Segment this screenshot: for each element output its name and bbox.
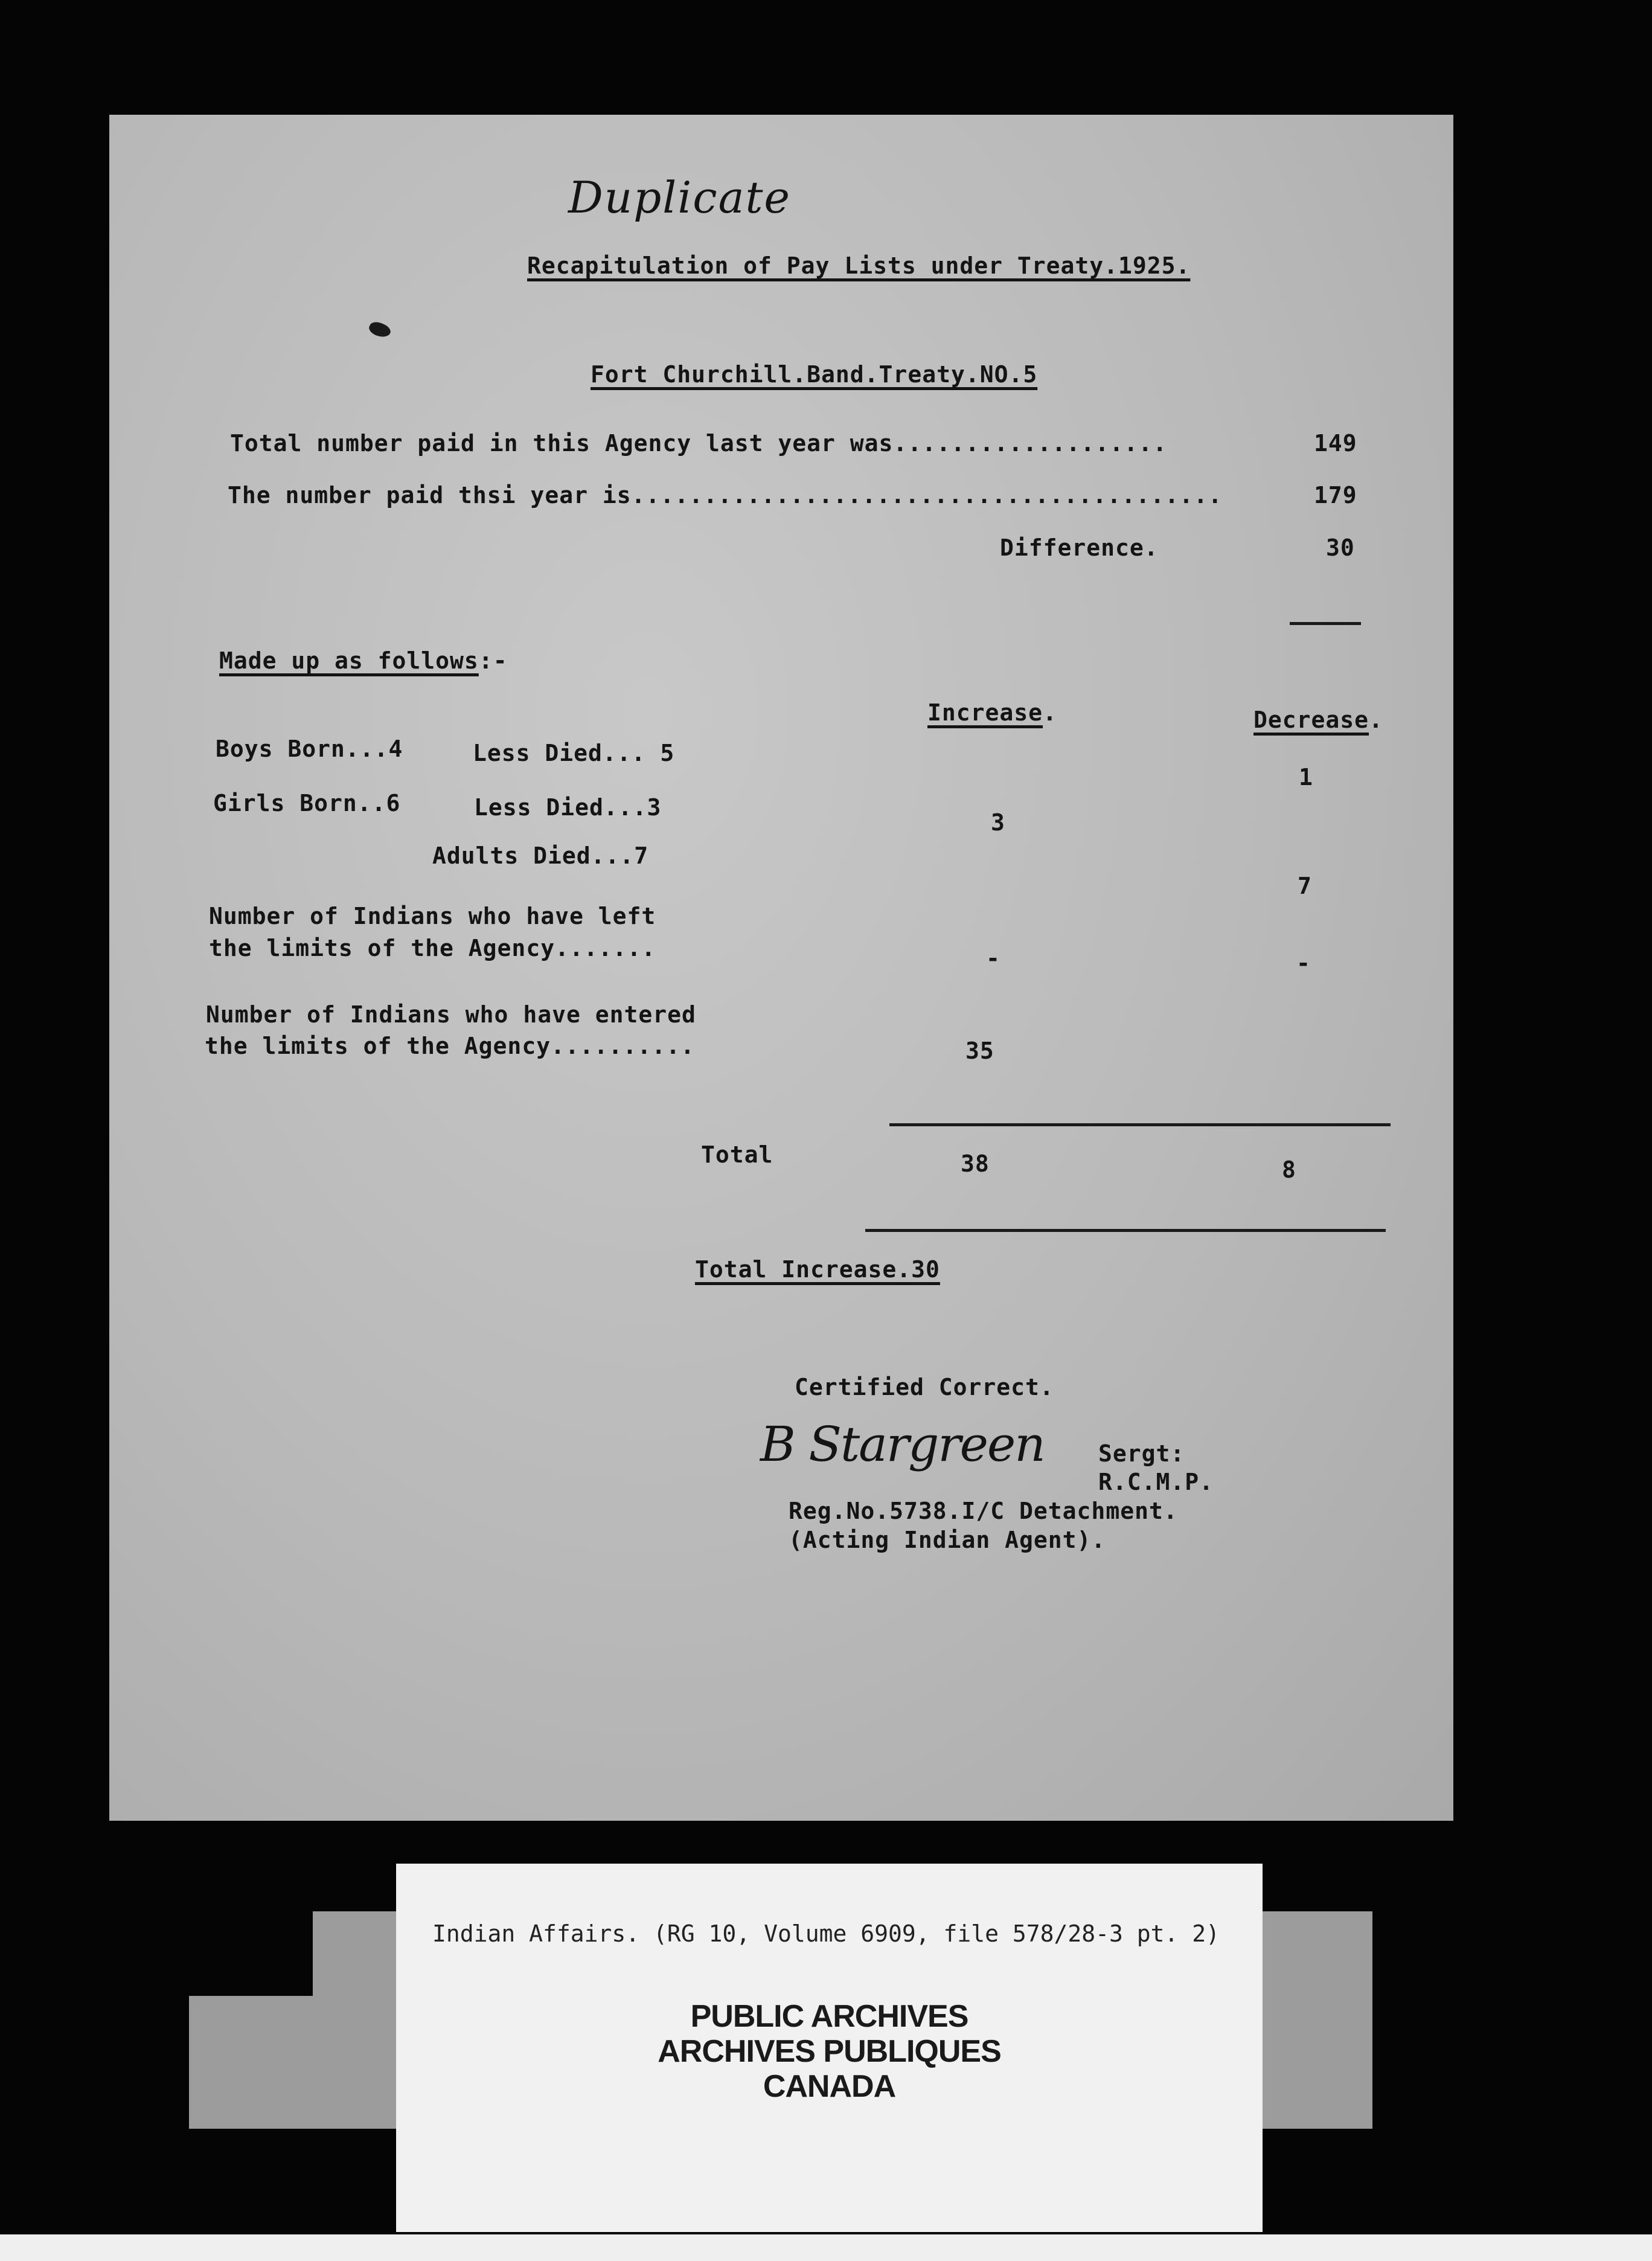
difference-label: Difference. — [1000, 534, 1159, 561]
left-limits-label-line1: Number of Indians who have left — [209, 903, 656, 929]
archive-stamp — [396, 1999, 1263, 2104]
total-increase-value: 38 — [961, 1150, 990, 1177]
entered-limits-label-line1: Number of Indians who have entered — [206, 1001, 696, 1028]
document-page — [109, 115, 1453, 1821]
force-label: R.C.M.P. — [1098, 1469, 1214, 1495]
difference-underline — [1290, 622, 1361, 625]
total-label: Total — [701, 1141, 773, 1168]
boys-died-label: Less Died... 5 — [473, 740, 675, 766]
total-increase-line: Total Increase.30 — [695, 1256, 940, 1283]
this-year-label: The number paid thsi year is......................................... — [228, 482, 1223, 508]
increase-column-header: Increase. — [927, 699, 1057, 726]
this-year-value: 179 — [1314, 482, 1357, 508]
difference-value: 30 — [1326, 534, 1355, 561]
made-up-heading: Made up as follows:- — [219, 647, 508, 674]
ink-blot-icon — [367, 319, 392, 340]
left-limits-label-line2: the limits of the Agency....... — [209, 935, 656, 961]
rank-label: Sergt: — [1098, 1440, 1185, 1467]
certified-correct: Certified Correct. — [795, 1374, 1054, 1400]
band-heading: Fort Churchill.Band.Treaty.NO.5 — [591, 361, 1038, 388]
acting-agent-line: (Acting Indian Agent). — [789, 1527, 1106, 1553]
last-year-value: 149 — [1314, 430, 1357, 457]
handwritten-duplicate-mark: Duplicate — [568, 172, 792, 223]
registration-line: Reg.No.5738.I/C Detachment. — [789, 1498, 1178, 1524]
bottom-margin-strip — [0, 2234, 1652, 2261]
left-decrease-value: - — [1296, 950, 1311, 977]
left-increase-value: - — [986, 945, 1000, 972]
girls-born-label: Girls Born..6 — [213, 790, 401, 816]
adults-died-label: Adults Died...7 — [432, 842, 649, 869]
label-corner-shadow — [189, 1911, 313, 1996]
archive-stamp-line1: PUBLIC ARCHIVES — [690, 1999, 968, 2034]
archive-stamp-line2: ARCHIVES PUBLIQUES — [658, 2034, 1001, 2069]
girls-increase-value: 3 — [991, 809, 1005, 836]
totals-bottom-rule — [865, 1229, 1386, 1232]
document-title: Recapitulation of Pay Lists under Treaty.1925. — [527, 252, 1191, 279]
boys-decrease-value: 1 — [1299, 764, 1313, 791]
entered-increase-value: 35 — [965, 1037, 994, 1064]
boys-born-label: Boys Born...4 — [216, 736, 403, 762]
archive-citation: Indian Affairs. (RG 10, Volume 6909, file 578/28-3 pt. 2) — [432, 1920, 1220, 1947]
total-decrease-value: 8 — [1282, 1156, 1296, 1183]
girls-died-label: Less Died...3 — [474, 794, 662, 821]
decrease-column-header: Decrease. — [1253, 707, 1383, 733]
archive-stamp-line3: CANADA — [763, 2069, 896, 2104]
adults-decrease-value: 7 — [1298, 873, 1312, 899]
last-year-label: Total number paid in this Agency last year was................... — [230, 430, 1168, 457]
totals-top-rule — [889, 1123, 1391, 1126]
signature: B Stargreen — [760, 1416, 1045, 1472]
entered-limits-label-line2: the limits of the Agency.......... — [205, 1033, 695, 1059]
